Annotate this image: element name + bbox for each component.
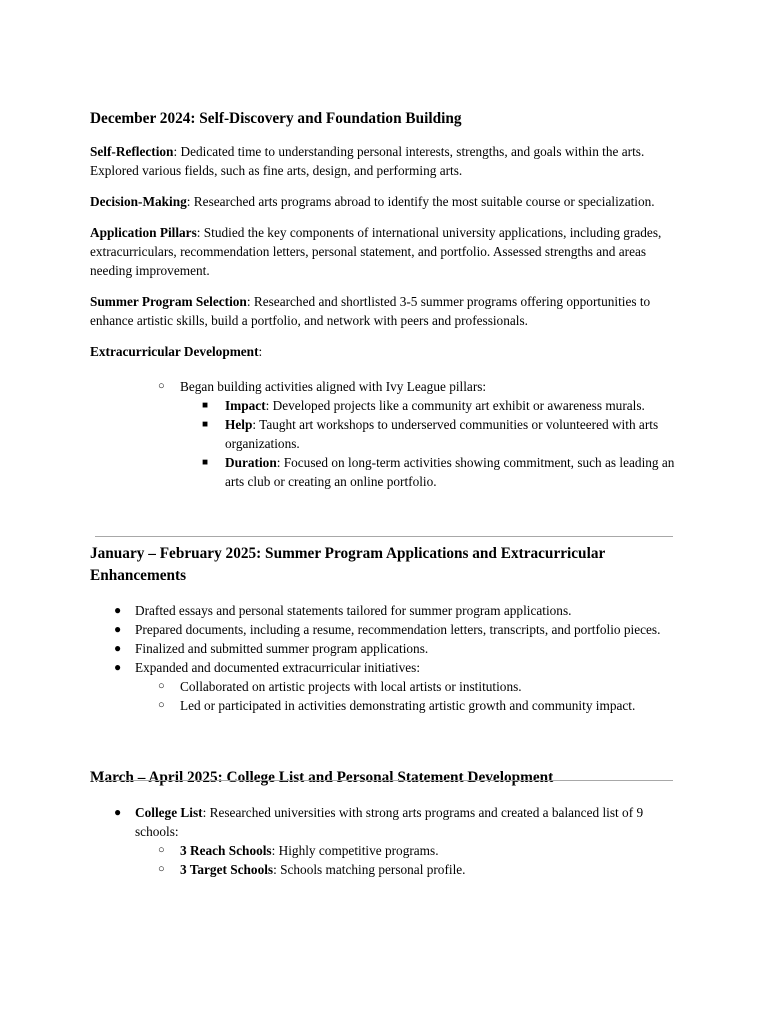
list-item-help: ■ Help: Taught art workshops to underserved communities or volunteered with arts organizations. (202, 417, 659, 451)
paragraph-decision-making: Decision-Making: Researched arts programs abroad to identify the most suitable course or specialization. (90, 194, 655, 209)
filled-circle-bullet-icon: ● (114, 805, 122, 819)
list-item-impact: ■ Impact: Developed projects like a community art exhibit or awareness murals. (202, 398, 645, 413)
hollow-circle-bullet-icon: ○ (158, 680, 165, 692)
paragraph-self-reflection: Self-Reflection: Dedicated time to understanding personal interests, strengths, and goals within the arts. Explored various fields, such as fine arts, design, and performing arts. (90, 144, 645, 178)
hollow-circle-bullet-icon: ○ (158, 863, 165, 875)
paragraph-extracurricular-development: Extracurricular Development: (90, 344, 263, 359)
hollow-circle-bullet-icon: ○ (158, 699, 165, 711)
list-item: ○ Began building activities aligned with Ivy League pillars: (158, 379, 487, 394)
horizontal-divider (95, 780, 673, 781)
square-bullet-icon: ■ (202, 400, 209, 411)
square-bullet-icon: ■ (202, 457, 209, 468)
paragraph-application-pillars: Application Pillars: Studied the key components of international university applications, including grades, extracurriculars, recommendation letters, personal statement, and portfolio. Assessed strengths and areas needing improvement. (90, 225, 662, 278)
list-item-reach-schools: ○ 3 Reach Schools: Highly competitive programs. (158, 843, 439, 858)
list-item: ● Expanded and documented extracurricular initiatives: (114, 660, 421, 675)
square-bullet-icon: ■ (202, 419, 209, 430)
section-heading-jan-feb-2025: January – February 2025: Summer Program Applications and Extracurricular Enhancements (90, 545, 605, 584)
list-item: ● Finalized and submitted summer program applications. (114, 641, 429, 656)
list-item: ● Drafted essays and personal statements tailored for summer program applications. (114, 603, 572, 618)
list-item: ○ Collaborated on artistic projects with local artists or institutions. (158, 679, 522, 694)
section-heading-mar-apr-2025: March – April 2025: College List and Personal Statement Development (90, 769, 554, 786)
list-item: ○ Led or participated in activities demonstrating artistic growth and community impact. (158, 698, 636, 713)
hollow-circle-bullet-icon: ○ (158, 380, 165, 392)
list-item-college-list: ● College List: Researched universities with strong arts programs and created a balanced list of 9 schools: (114, 805, 644, 839)
paragraph-summer-program-selection: Summer Program Selection: Researched and shortlisted 3-5 summer programs offering opportunities to enhance artistic skills, build a portfolio, and network with peers and professionals. (90, 294, 651, 328)
horizontal-divider (95, 536, 673, 537)
filled-circle-bullet-icon: ● (114, 622, 122, 636)
filled-circle-bullet-icon: ● (114, 660, 122, 674)
list-item: ● Prepared documents, including a resume, recommendation letters, transcripts, and portfolio pieces. (114, 622, 661, 637)
document-content (90, 108, 680, 879)
hollow-circle-bullet-icon: ○ (158, 844, 165, 856)
filled-circle-bullet-icon: ● (114, 641, 122, 655)
list-item-duration: ■ Duration: Focused on long-term activities showing commitment, such as leading an arts club or creating an online portfolio. (202, 455, 675, 489)
filled-circle-bullet-icon: ● (114, 603, 122, 617)
section-heading-december-2024: December 2024: Self-Discovery and Foundation Building (90, 110, 462, 127)
list-item-target-schools: ○ 3 Target Schools: Schools matching personal profile. (158, 862, 466, 877)
